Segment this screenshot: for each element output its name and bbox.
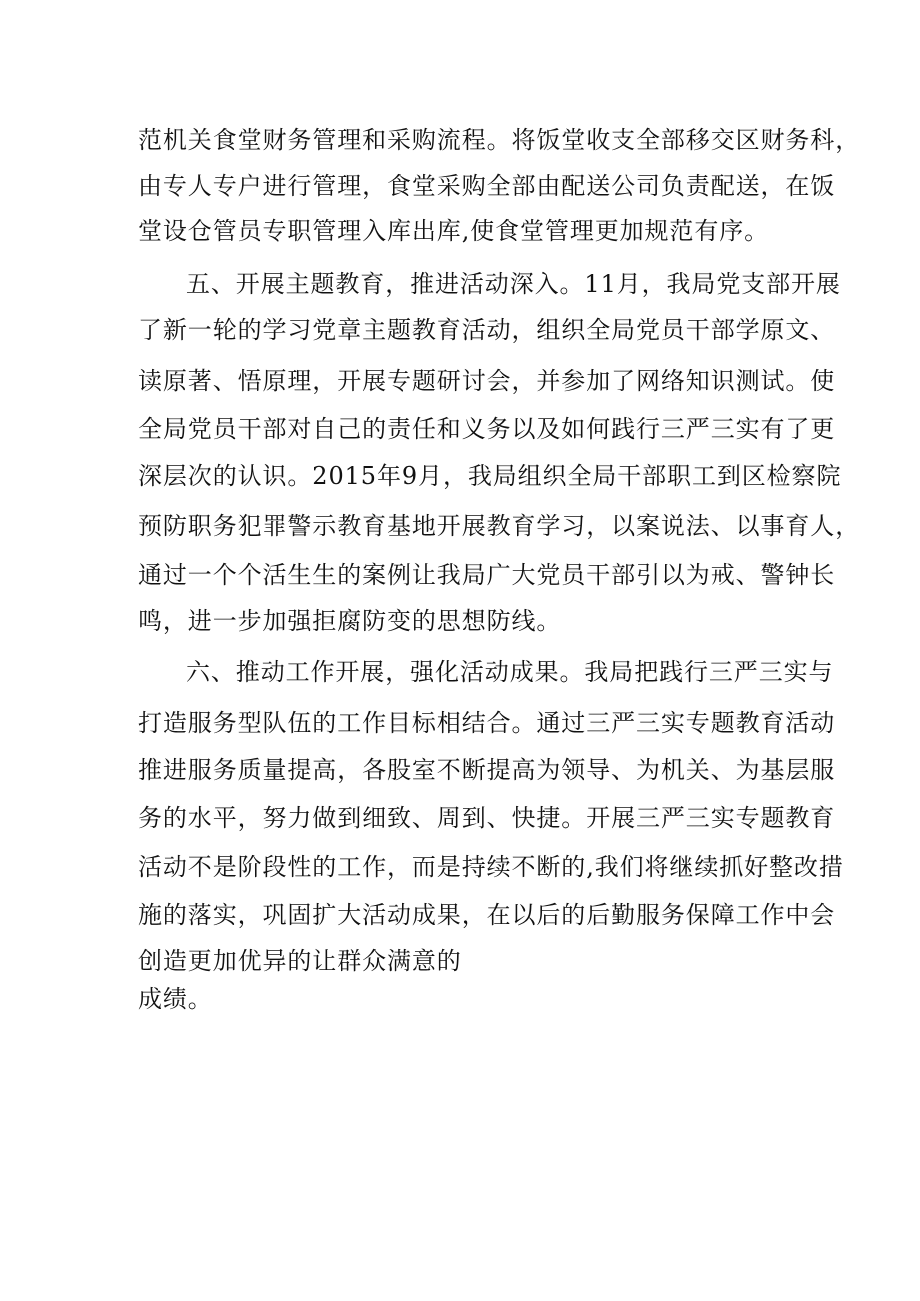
- text-line: 推进服务质量提高，各股室不断提高为领导、为机关、为基层服: [138, 756, 836, 784]
- paragraph-heading-line: 五、开展主题教育，推进活动深入。11月，我局党支部开展: [186, 270, 841, 298]
- text-line: 鸣，进一步加强拒腐防变的思想防线。: [138, 607, 562, 635]
- text-line: 成绩。: [138, 985, 213, 1013]
- text-line: 务的水平，努力做到细致、周到、快捷。开展三严三实专题教育: [138, 804, 836, 832]
- text-line: 通过一个个活生生的案例让我局广大党员干部引以为戒、警钟长: [138, 561, 836, 589]
- text-line: 由专人专户进行管理，食堂采购全部由配送公司负责配送，在饭: [138, 172, 836, 200]
- text-line: 全局党员干部对自己的责任和义务以及如何践行三严三实有了更: [138, 415, 836, 443]
- text-line: 读原著、悟原理，开展专题研讨会，并参加了网络知识测试。使: [138, 367, 836, 395]
- text-line: 施的落实，巩固扩大活动成果，在以后的后勤服务保障工作中会: [138, 901, 836, 929]
- text-line: 预防职务犯罪警示教育基地开展教育学习，以案说法、以事育人，: [138, 512, 861, 540]
- text-line: 活动不是阶段性的工作，而是持续不断的,我们将继续抓好整改措: [138, 853, 844, 881]
- text-line: 深层次的认识。2015年9月，我局组织全局干部职工到区检察院: [138, 462, 842, 490]
- text-line: 了新一轮的学习党章主题教育活动，组织全局党员干部学原文、: [138, 316, 836, 344]
- text-line: 范机关食堂财务管理和采购流程。将饭堂收支全部移交区财务科，: [138, 126, 861, 154]
- text-line: 打造服务型队伍的工作目标相结合。通过三严三实专题教育活动: [138, 709, 836, 737]
- text-line: 堂设仓管员专职管理入库出库,使食堂管理更加规范有序。: [138, 217, 770, 245]
- paragraph-heading-line: 六、推动工作开展，强化活动成果。我局把践行三严三实与: [186, 658, 834, 686]
- text-line: 创造更加优异的让群众满意的: [138, 947, 462, 975]
